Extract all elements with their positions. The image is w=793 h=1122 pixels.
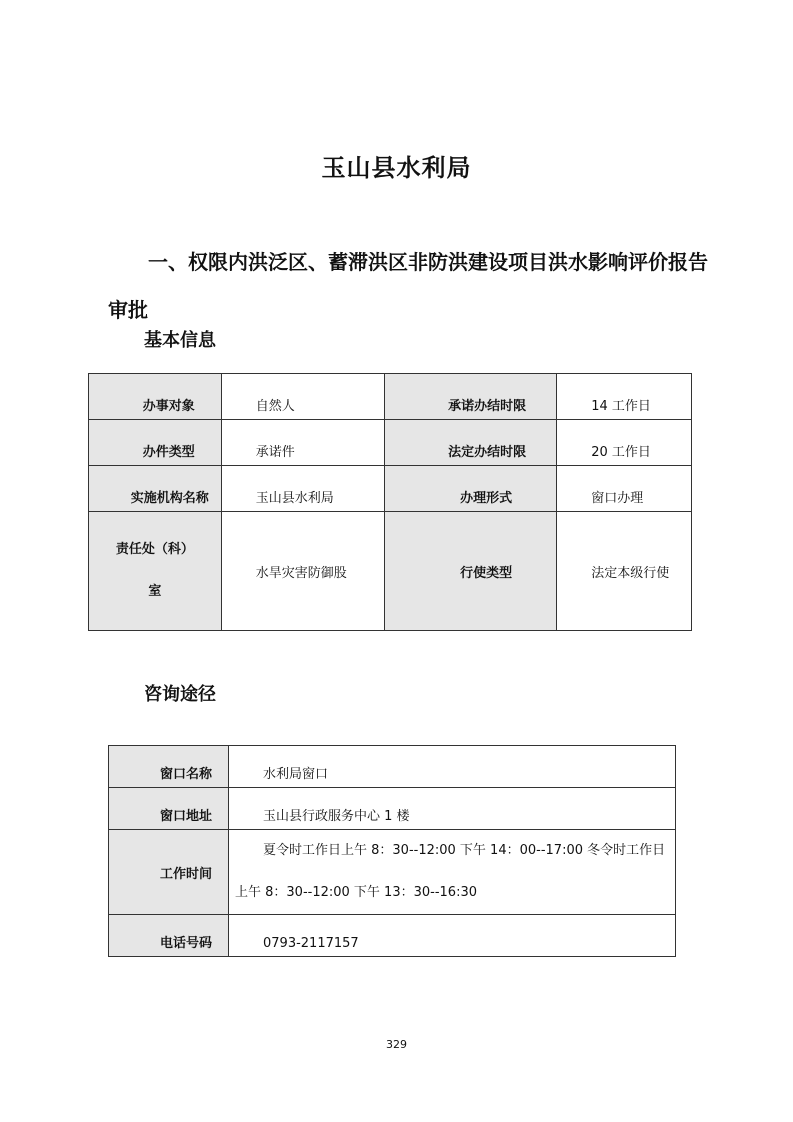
label-cell: 法定办结时限 [385,420,557,466]
section-heading: 一、权限内洪泛区、蓄滞洪区非防洪建设项目洪水影响评价报告审批 [108,250,708,322]
hours-line: 夏令时工作日上午 8：30--12:00 下午 14：00--17:00 冬令时工作日 [263,843,666,858]
label-cell: 行使类型 [385,512,557,631]
label-line: 责任处（科） [115,542,194,557]
table-row [89,466,692,512]
label-line: 室 [148,584,162,599]
table-row [109,788,676,830]
value-cell: 玉山县水利局 [221,466,385,512]
basic-info-heading: 基本信息 [144,330,216,351]
basic-info-table [88,373,692,631]
label-cell: 办理形式 [385,466,557,512]
value-cell: 窗口办理 [557,466,692,512]
value-cell: 0793-2117157 [229,915,676,957]
label-cell: 窗口名称 [109,746,229,788]
value-cell: 自然人 [221,374,385,420]
value-cell: 水旱灾害防御股 [221,512,385,631]
label-cell: 承诺办结时限 [385,374,557,420]
page-title: 玉山县水利局 [321,153,472,182]
value-cell: 法定本级行使 [557,512,692,631]
table-row [89,374,692,420]
table-row [109,915,676,957]
value-cell: 20 工作日 [557,420,692,466]
table-row [109,746,676,788]
table-row [89,420,692,466]
value-cell: 水利局窗口 [229,746,676,788]
label-cell: 办事对象 [89,374,222,420]
hours-line: 上午 8：30--12:00 下午 13：30--16:30 [235,885,477,900]
value-cell: 承诺件 [221,420,385,466]
label-cell: 窗口地址 [109,788,229,830]
value-cell: 玉山县行政服务中心 1 楼 [229,788,676,830]
label-cell: 办件类型 [89,420,222,466]
label-cell: 电话号码 [109,915,229,957]
label-cell: 实施机构名称 [89,466,222,512]
label-cell: 工作时间 [109,830,229,915]
value-cell [229,830,676,915]
table-row [109,830,676,915]
value-cell: 14 工作日 [557,374,692,420]
consult-heading: 咨询途径 [144,684,216,705]
label-cell [89,512,222,631]
consult-table [108,745,676,957]
table-row [89,512,692,631]
page-number: 329 [386,1038,407,1051]
